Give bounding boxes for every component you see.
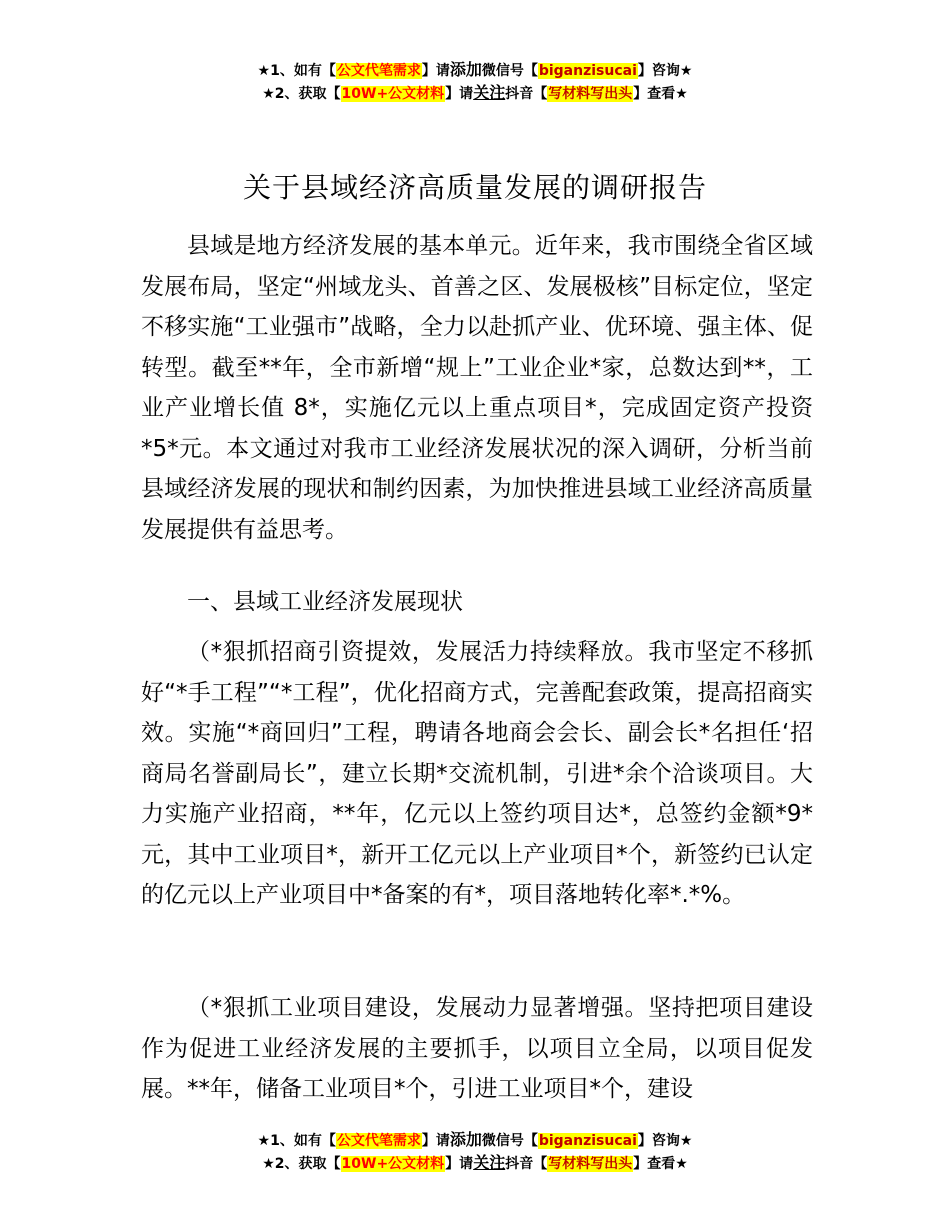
banner-emphasis: 关注 bbox=[473, 1153, 506, 1172]
section-heading-1: 一、县域工业经济发展现状 bbox=[187, 589, 463, 615]
banner-text: 】请 bbox=[421, 63, 450, 79]
bottom-banner-line-2 bbox=[0, 1152, 950, 1175]
top-banner-line-1 bbox=[0, 59, 950, 82]
banner-emphasis: 关注 bbox=[473, 83, 506, 102]
banner-text: 】请 bbox=[421, 1133, 450, 1149]
paragraph-projects: （*狠抓工业项目建设，发展动力显著增强。坚持把项目建设作为促进工业经济发展的主要抓手，以项目立全局，以项目促发展。**年，储备工业项目*个，引进工业项目*个，建设 bbox=[141, 995, 813, 1102]
banner-text: 】查看★ bbox=[633, 1156, 688, 1172]
banner-highlight-wechat-id: biganzisucai bbox=[538, 1133, 637, 1149]
banner-highlight-materials: 10W+公文材料 bbox=[341, 1156, 445, 1172]
banner-text: 微信号【 bbox=[481, 1133, 538, 1149]
banner-highlight-service: 公文代笔需求 bbox=[336, 63, 421, 79]
banner-text: ★2、获取【 bbox=[262, 86, 341, 102]
banner-text: 抖音【 bbox=[505, 86, 548, 102]
banner-highlight-douyin-id: 写材料写出头 bbox=[548, 86, 633, 102]
banner-text: 】请 bbox=[445, 1156, 474, 1172]
bottom-banner-line-1 bbox=[0, 1129, 950, 1152]
banner-text: ★1、如有【 bbox=[257, 63, 336, 79]
paragraph-intro: 县域是地方经济发展的基本单元。近年来，我市围绕全省区域发展布局，坚定“州域龙头、首善之区、发展极核”目标定位，坚定不移实施“工业强市”战略，全力以赴抓产业、优环境、强主体、促转型。截至**年，全市新增“规上”工业企业*家，总数达到**，工业产业增长值 8*，实施亿元以上重点项目*，完成固定资产投资*5*元。本文通过对我市工业经济发展状况的深入调研，分析当前县域经济发展的现状和制约因素，为加快推进县域工业经济高质量发展提供有益思考。 bbox=[141, 233, 813, 543]
banner-highlight-materials: 10W+公文材料 bbox=[341, 86, 445, 102]
banner-text: 抖音【 bbox=[505, 1156, 548, 1172]
banner-text: 】咨询★ bbox=[637, 1133, 693, 1149]
banner-text: ★1、如有【 bbox=[257, 1133, 336, 1149]
banner-highlight-wechat-id: biganzisucai bbox=[538, 63, 637, 79]
banner-text: 】咨询★ bbox=[637, 63, 693, 79]
bottom-banner bbox=[0, 1129, 950, 1175]
banner-text: 微信号【 bbox=[481, 63, 538, 79]
banner-highlight-service: 公文代笔需求 bbox=[336, 1133, 421, 1149]
banner-emphasis: 添加 bbox=[449, 1130, 482, 1149]
banner-text: 】查看★ bbox=[633, 86, 688, 102]
banner-highlight-douyin-id: 写材料写出头 bbox=[548, 1156, 633, 1172]
top-banner-line-2 bbox=[0, 82, 950, 105]
banner-text: ★2、获取【 bbox=[262, 1156, 341, 1172]
banner-emphasis: 添加 bbox=[449, 60, 482, 79]
top-banner bbox=[0, 59, 950, 105]
document-title: 关于县域经济高质量发展的调研报告 bbox=[242, 171, 707, 204]
banner-text: 】请 bbox=[445, 86, 474, 102]
paragraph-investment: （*狠抓招商引资提效，发展活力持续释放。我市坚定不移抓好“*手工程”“*工程”，优化招商方式，完善配套政策，提高招商实效。实施“*商回归”工程，聘请各地商会会长、副会长*名担任‘招商局名誉副局长”，建立长期*交流机制，引进*余个洽谈项目。大力实施产业招商，**年，亿元以上签约项目达*，总签约金额*9*元，其中工业项目*，新开工亿元以上产业项目*个，新签约已认定的亿元以上产业项目中*备案的有*，项目落地转化率*.*%。 bbox=[141, 639, 813, 908]
